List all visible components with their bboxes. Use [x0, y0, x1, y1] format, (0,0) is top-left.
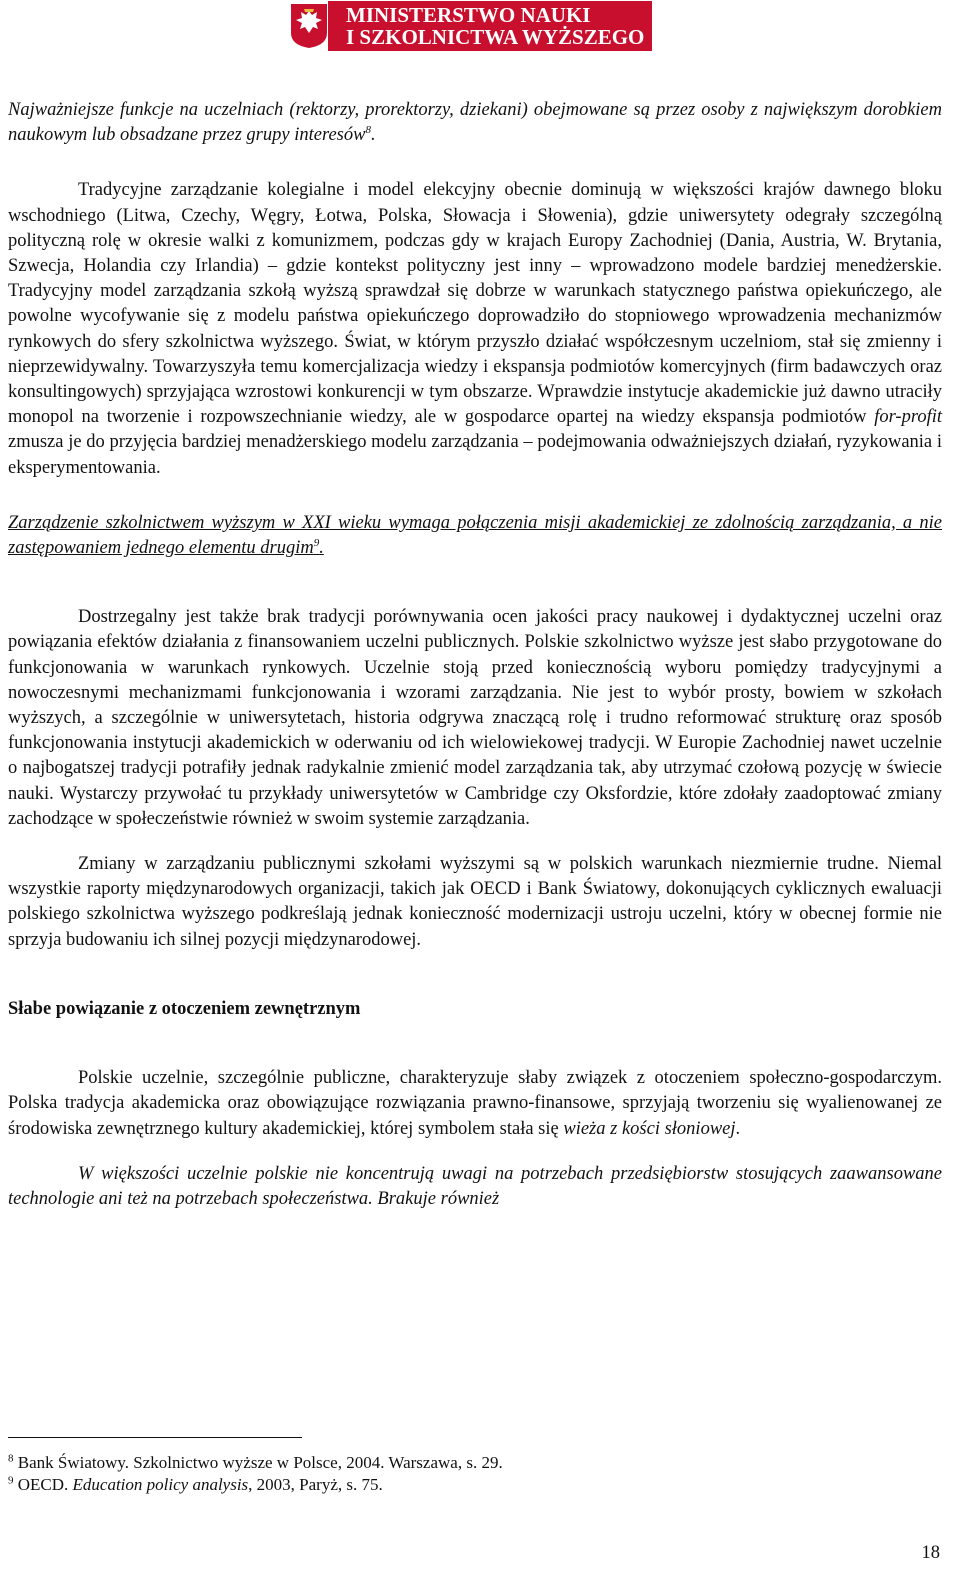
- ministry-name: [328, 1, 652, 51]
- section-heading: Słabe powiązanie z otoczeniem zewnętrznym: [8, 998, 361, 1019]
- paragraph-xxi-century-management: Zarządzenie szkolnictwem wyższym w XXI wieku wymaga połączenia misji akademickiej ze zdolnością zarządzania, a nie zastępowaniem jednego elementu drugim$^9$.: [8, 512, 942, 559]
- footnotes: [8, 1452, 503, 1496]
- paragraph-governance-functions: Najważniejsze funkcje na uczelniach (rektorzy, prorektorzy, dziekani) obejmowane są przez osoby z największym dorobkiem naukowym lub obsadzane przez grupy interesów$^8$.: [8, 100, 942, 146]
- paragraph-weak-ties: Polskie uczelnie, szczególnie publiczne, charakteryzuje słaby związek z otoczeniem społeczno-gospodarczym. Polska tradycja akademicka oraz obowiązujące rozwiązania prawno-finansowe, sprzyjają tworzeniu się wyalienowanej ze środowiska zewnętrznego kultury akademickiej, której symbolem stała się wieża z kości słoniowej.: [8, 1068, 942, 1139]
- document-body: [8, 98, 942, 1212]
- ministry-line2: I SZKOLNICTWA WYŻSZEGO: [346, 25, 645, 49]
- footnote-divider: [8, 1437, 302, 1438]
- footnote-8: $^8$ Bank Światowy. Szkolnictwo wyższe w Polsce, 2004. Warszawa, s. 29.: [8, 1452, 503, 1472]
- ministry-header: [290, 0, 652, 52]
- ministry-line1: MINISTERSTWO NAUKI: [346, 3, 591, 27]
- paragraph-business-needs: W większości uczelnie polskie nie koncentrują uwagi na potrzebach przedsiębiorstw stosujących zaawansowane technologie ani też na potrzebach społeczeństwa. Brakuje również: [8, 1163, 942, 1209]
- paragraph-quality-evaluation: Dostrzegalny jest także brak tradycji porównywania ocen jakości pracy naukowej i dydaktycznej uczelni oraz powiązania efektów działania z finansowaniem uczelni publicznych. Polskie szkolnictwo wyższe jest słabo przygotowane do funkcjonowania w warunkach rynkowych. Uczelnie stoją przed koniecznością wyboru pomiędzy tradycyjnymi a nowoczesnymi mechanizmami funkcjonowania i wzorami zarządzania. Nie jest to wybór prosty, bowiem w szkołach wyższych, a szczególnie w uniwersytetach, historia odgrywa znaczącą rolę i trudno reformować strukturę oraz sposób funkcjonowania instytucji akademickich w oderwaniu od ich wielowiekowej tradycji. W Europie Zachodniej nawet uczelnie o najbogatszej tradycji potrafiły jednak radykalnie zmienić model zarządzania tak, aby utrzymać czołową pozycję w świecie nauki. Wystarczy przywołać tu przykłady uniwersytetów w Cambridge czy Oksfordzie, które zdołały zaadoptować zmiany zachodzące w społeczeństwie również w swoim systemie zarządzania.: [8, 607, 942, 829]
- polish-eagle-emblem-icon: [290, 3, 328, 49]
- for-profit-term: for-profit: [874, 407, 942, 428]
- ivory-tower-term: wieża z kości słoniowej: [563, 1118, 736, 1139]
- footnote-9: $^9$ OECD. Education policy analysis, 2003, Paryż, s. 75.: [8, 1474, 383, 1494]
- page-number: 18: [921, 1543, 940, 1563]
- footnote-ref-8: 8: [365, 124, 371, 137]
- paragraph-collegial-management: Tradycyjne zarządzanie kolegialne i model elekcyjny obecnie dominują w większości krajów dawnego bloku wschodniego (Litwa, Czechy, Węgry, Łotwa, Polska, Słowacja i Słowenia), gdzie uniwersytety odegrały szczególną polityczną rolę w okresie walki z komunizmem, podczas gdy w krajach Europy Zachodniej (Dania, Austria, W. Brytania, Szwecja, Holandia czy Irlandia) – gdzie kontekst polityczny jest inny – wprowadzono modele bardziej menedżerskie. Tradycyjny model zarządzania szkołą wyższą sprawdzał się dobrze w warunkach statycznego państwa opiekuńczego, ale powolne wycofywanie się z modelu państwa opiekuńczego doprowadziło do stopniowego wprowadzenia mechanizmów rynkowych do sfery szkolnictwa wyższego. Świat, w którym przyszło działać współczesnym uczelniom, stał się zmienny i nieprzewidywalny. Towarzyszyła temu komercjalizacja wiedzy i ekspansja podmiotów komercyjnych (firm badawczych oraz konsultingowych) sprzyjająca wzrostowi konkurencji w tym obszarze. Wprawdzie instytucje akademickie już dawno utraciły monopol na tworzenie i rozpowszechnianie wiedzy, ale w gospodarce opartej na wiedzy ekspansja podmiotów for-profit zmusza je do przyjęcia bardziej menadżerskiego modelu zarządzania – podejmowania odważniejszych działań, ryzykowania i eksperymentowania.: [8, 180, 942, 478]
- footnote-ref-9: 9: [313, 536, 320, 549]
- paragraph-public-management-changes: Zmiany w zarządzaniu publicznymi szkołami wyższymi są w polskich warunkach niezmiernie trudne. Niemal wszystkie raporty międzynarodowych organizacji, takich jak OECD i Bank Światowy, dokonujących cyklicznych ewaluacji polskiego szkolnictwa wyższego podkreślają jednak konieczność modernizacji ustroju uczelni, który w obecnej formie nie sprzyja budowaniu ich silnej pozycji międzynarodowej.: [8, 854, 942, 950]
